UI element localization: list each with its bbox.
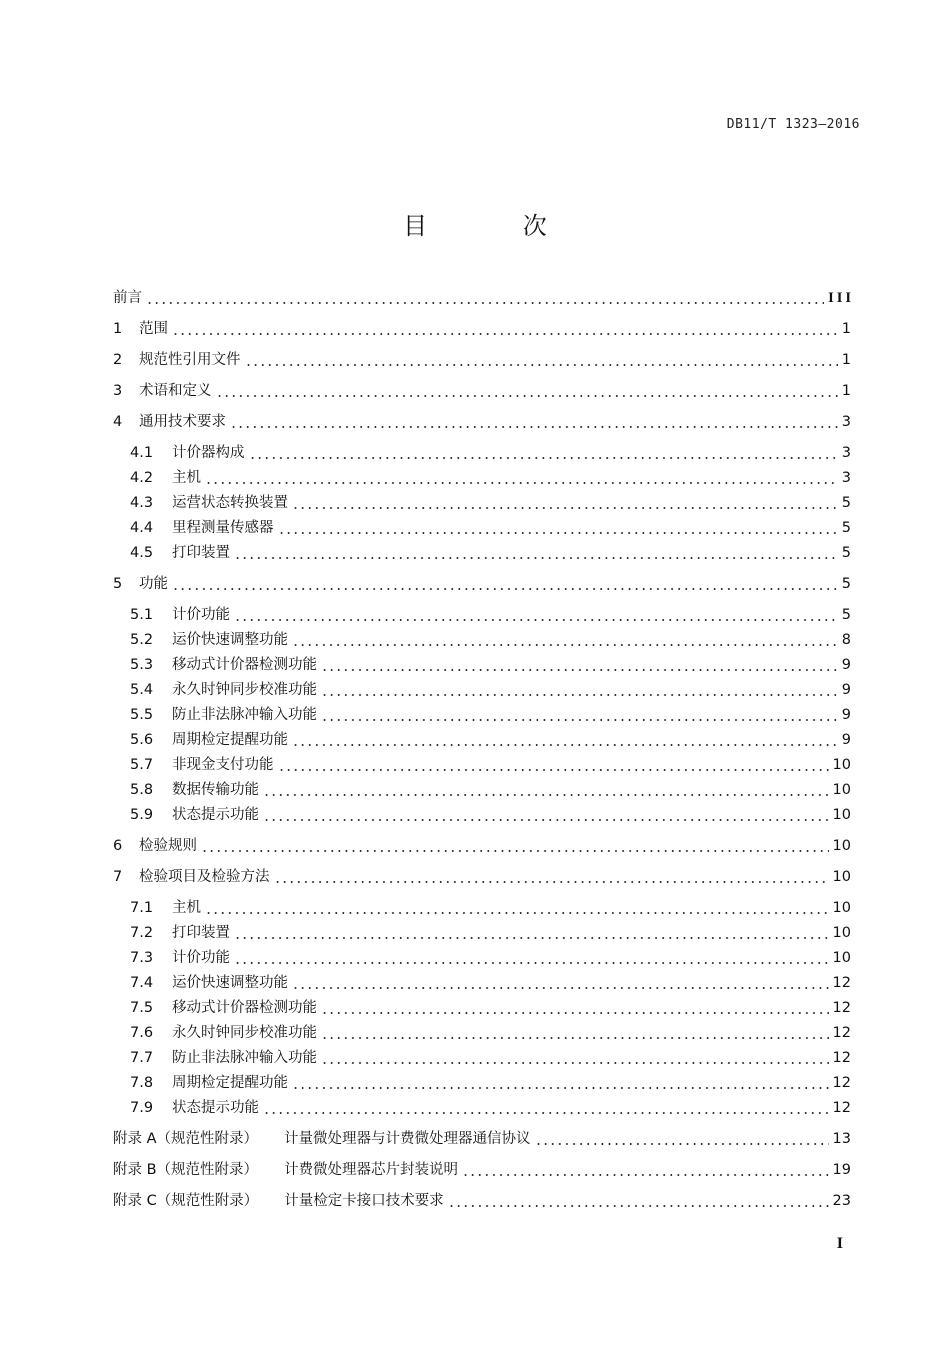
dot-leader <box>205 482 838 484</box>
toc-entry-number: 7.9 <box>130 1100 154 1116</box>
dot-leader <box>205 912 829 914</box>
toc-entry[interactable] <box>130 1047 851 1069</box>
dot-leader <box>216 395 838 397</box>
toc-entry-title: 状态提示功能 <box>172 807 259 823</box>
toc-entry-page-number: 3 <box>841 445 851 461</box>
toc-entry-title: 功能 <box>139 576 168 592</box>
page-title: 目 次 <box>403 212 591 240</box>
toc-entry-title: 打印装置 <box>172 545 230 561</box>
dot-leader <box>292 1087 829 1089</box>
toc-entry-title: 周期检定提醒功能 <box>172 1075 288 1091</box>
toc-entry-number: 7.6 <box>130 1025 154 1041</box>
toc-entry-number: 7.3 <box>130 950 154 966</box>
toc-entry-number: 7.5 <box>130 1000 154 1016</box>
dot-leader <box>245 364 838 366</box>
dot-leader <box>172 588 838 590</box>
toc-entry-page-number: 19 <box>832 1162 851 1178</box>
toc-entry-title: 非现金支付功能 <box>172 757 274 773</box>
toc-entry-title: 计量检定卡接口技术要求 <box>284 1193 444 1209</box>
toc-entry-title: 检验规则 <box>139 838 197 854</box>
toc-entry-title: 里程测量传感器 <box>172 520 274 536</box>
toc-entry-number: 5.8 <box>130 782 154 798</box>
toc-entry[interactable] <box>130 1097 851 1119</box>
toc-entry-page-number: 10 <box>832 950 851 966</box>
toc-entry-page-number: 5 <box>841 520 851 536</box>
dot-leader <box>321 719 838 721</box>
dot-leader <box>274 881 829 883</box>
toc-entry[interactable] <box>130 467 851 489</box>
toc-entry[interactable] <box>130 922 851 944</box>
toc-entry-number: 5.5 <box>130 707 154 723</box>
toc-entry-title: 永久时钟同步校准功能 <box>172 1025 317 1041</box>
dot-leader <box>321 1037 829 1039</box>
toc-entry-page-number: 9 <box>841 682 851 698</box>
toc-entry-page-number: 8 <box>841 632 851 648</box>
toc-entry-page-number: 3 <box>841 470 851 486</box>
toc-entry-number: 5.6 <box>130 732 154 748</box>
toc-entry[interactable] <box>130 442 851 464</box>
toc-entry-title: 主机 <box>172 900 201 916</box>
dot-leader <box>172 333 838 335</box>
toc-entry-title: 计量微处理器与计费微处理器通信协议 <box>284 1131 531 1147</box>
toc-entry-page-number: 9 <box>841 707 851 723</box>
toc-entry[interactable] <box>130 947 851 969</box>
toc-entry-number: 4.2 <box>130 470 154 486</box>
toc-entry-title: 移动式计价器检测功能 <box>172 657 317 673</box>
toc-entry-title: 范围 <box>139 321 168 337</box>
toc-entry[interactable] <box>113 573 851 595</box>
toc-entry-page-number: 5 <box>841 607 851 623</box>
toc-entry-number: 5.1 <box>130 607 154 623</box>
toc-entry-number: 6 <box>113 838 123 854</box>
toc-entry[interactable] <box>130 1022 851 1044</box>
toc-entry[interactable] <box>113 287 854 309</box>
toc-entry-title: 前言 <box>113 290 142 306</box>
toc-entry[interactable] <box>130 997 851 1019</box>
toc-entry-number: 4.5 <box>130 545 154 561</box>
toc-entry-number: 5 <box>113 576 123 592</box>
toc-entry-title: 运营状态转换装置 <box>172 495 288 511</box>
dot-leader <box>249 457 838 459</box>
dot-leader <box>321 669 838 671</box>
toc-entry[interactable] <box>130 704 851 726</box>
toc-entry-page-number: 12 <box>832 1075 851 1091</box>
dot-leader <box>321 1062 829 1064</box>
toc-entry[interactable] <box>130 542 851 564</box>
dot-leader <box>535 1143 829 1145</box>
toc-entry-page-number: 10 <box>832 757 851 773</box>
dot-leader <box>263 794 829 796</box>
toc-entry-title: 防止非法脉冲输入功能 <box>172 1050 317 1066</box>
toc-entry-title: 规范性引用文件 <box>139 352 241 368</box>
toc-entry-title: 运价快速调整功能 <box>172 975 288 991</box>
toc-entry-number: 5.7 <box>130 757 154 773</box>
dot-leader <box>278 532 838 534</box>
toc-entry[interactable] <box>130 1072 851 1094</box>
toc-entry[interactable] <box>113 866 851 888</box>
toc-entry-page-number: 12 <box>832 1000 851 1016</box>
toc-entry-page-number: 1 <box>841 321 851 337</box>
toc-entry[interactable] <box>130 492 851 514</box>
toc-entry-title: 状态提示功能 <box>172 1100 259 1116</box>
toc-entry-number: 4.1 <box>130 445 154 461</box>
toc-entry-title: 永久时钟同步校准功能 <box>172 682 317 698</box>
toc-entry-page-number: 12 <box>832 1100 851 1116</box>
toc-entry-page-number: 10 <box>832 782 851 798</box>
toc-entry-number: 7.7 <box>130 1050 154 1066</box>
toc-entry-number: 5.9 <box>130 807 154 823</box>
toc-entry-page-number: 9 <box>841 732 851 748</box>
dot-leader <box>292 507 838 509</box>
toc-entry[interactable] <box>130 604 851 626</box>
toc-entry[interactable] <box>113 411 851 433</box>
toc-entry-title: 计价器构成 <box>172 445 245 461</box>
dot-leader <box>234 619 838 621</box>
toc-entry-title: 移动式计价器检测功能 <box>172 1000 317 1016</box>
toc-entry-number: 5.3 <box>130 657 154 673</box>
toc-entry-title: 计价功能 <box>172 950 230 966</box>
dot-leader <box>234 962 829 964</box>
dot-leader <box>234 937 829 939</box>
toc-entry-number: 附录 B（规范性附录） <box>113 1162 259 1178</box>
dot-leader <box>321 694 838 696</box>
toc-entry-title: 计价功能 <box>172 607 230 623</box>
toc-entry-number: 3 <box>113 383 123 399</box>
toc-entry-page-number: 13 <box>832 1131 851 1147</box>
dot-leader <box>263 1112 829 1114</box>
toc-entry-page-number: 10 <box>832 869 851 885</box>
toc-entry-title: 计费微处理器芯片封装说明 <box>284 1162 459 1178</box>
toc-entry-title: 通用技术要求 <box>139 414 226 430</box>
toc-entry-number: 7 <box>113 869 123 885</box>
toc-entry-page-number: 23 <box>832 1193 851 1209</box>
document-code: DB11/T 1323—2016 <box>726 117 860 132</box>
toc-entry[interactable] <box>130 729 851 751</box>
toc-entry-number: 4.4 <box>130 520 154 536</box>
toc-appendix-entry[interactable] <box>113 1159 851 1181</box>
toc-entry[interactable] <box>113 349 851 371</box>
toc-entry[interactable] <box>113 835 851 857</box>
toc-entry-number: 附录 A（规范性附录） <box>113 1131 259 1147</box>
toc-entry-number: 7.2 <box>130 925 154 941</box>
dot-leader <box>263 819 829 821</box>
toc-entry-page-number: 12 <box>832 1050 851 1066</box>
toc-entry[interactable] <box>130 754 851 776</box>
dot-leader <box>230 426 838 428</box>
toc-entry-page-number: 1 <box>841 383 851 399</box>
toc-entry[interactable] <box>130 972 851 994</box>
toc-entry-number: 7.8 <box>130 1075 154 1091</box>
toc-entry[interactable] <box>130 897 851 919</box>
toc-entry[interactable] <box>130 779 851 801</box>
dot-leader <box>462 1174 828 1176</box>
toc-entry-number: 附录 C（规范性附录） <box>113 1193 259 1209</box>
toc-entry-title: 打印装置 <box>172 925 230 941</box>
toc-entry-title: 术语和定义 <box>139 383 212 399</box>
toc-entry-page-number: 10 <box>832 900 851 916</box>
dot-leader <box>278 769 829 771</box>
toc-entry-title: 周期检定提醒功能 <box>172 732 288 748</box>
toc-entry-title: 数据传输功能 <box>172 782 259 798</box>
toc-entry-page-number: 9 <box>841 657 851 673</box>
dot-leader <box>292 987 829 989</box>
dot-leader <box>321 1012 829 1014</box>
toc-entry[interactable] <box>113 380 851 402</box>
toc-entry-title: 运价快速调整功能 <box>172 632 288 648</box>
toc-entry[interactable] <box>130 517 851 539</box>
toc-entry-number: 7.4 <box>130 975 154 991</box>
dot-leader <box>292 744 838 746</box>
toc-entry-page-number: 10 <box>832 925 851 941</box>
toc-entry-number: 4.3 <box>130 495 154 511</box>
toc-entry-title: 主机 <box>172 470 201 486</box>
toc-entry-number: 2 <box>113 352 123 368</box>
toc-appendix-entry[interactable] <box>113 1190 851 1212</box>
toc-entry-page-number: 5 <box>841 545 851 561</box>
toc-entry[interactable] <box>130 679 851 701</box>
toc-entry[interactable] <box>130 804 851 826</box>
toc-entry-page-number: 5 <box>841 576 851 592</box>
toc-appendix-entry[interactable] <box>113 1128 851 1150</box>
dot-leader <box>292 644 838 646</box>
toc-entry-title: 检验项目及检验方法 <box>139 869 270 885</box>
toc-entry-page-number: 1 <box>841 352 851 368</box>
toc-entry-page-number: 10 <box>832 807 851 823</box>
toc-entry-number: 5.2 <box>130 632 154 648</box>
toc-entry[interactable] <box>130 654 851 676</box>
toc-entry[interactable] <box>130 629 851 651</box>
toc-entry-number: 7.1 <box>130 900 154 916</box>
dot-leader <box>146 302 824 304</box>
toc-entry-number: 5.4 <box>130 682 154 698</box>
toc-entry-page-number: 5 <box>841 495 851 511</box>
toc-entry-number: 1 <box>113 321 123 337</box>
toc-entry-page-number: 12 <box>832 1025 851 1041</box>
dot-leader <box>448 1205 829 1207</box>
toc-entry-page-number: III <box>828 290 854 306</box>
toc-entry[interactable] <box>113 318 851 340</box>
page-number: I <box>836 1235 843 1252</box>
toc-entry-page-number: 10 <box>832 838 851 854</box>
toc-entry-page-number: 3 <box>841 414 851 430</box>
dot-leader <box>201 850 829 852</box>
dot-leader <box>234 557 838 559</box>
toc-entry-title: 防止非法脉冲输入功能 <box>172 707 317 723</box>
toc-entry-page-number: 12 <box>832 975 851 991</box>
toc-entry-number: 4 <box>113 414 123 430</box>
